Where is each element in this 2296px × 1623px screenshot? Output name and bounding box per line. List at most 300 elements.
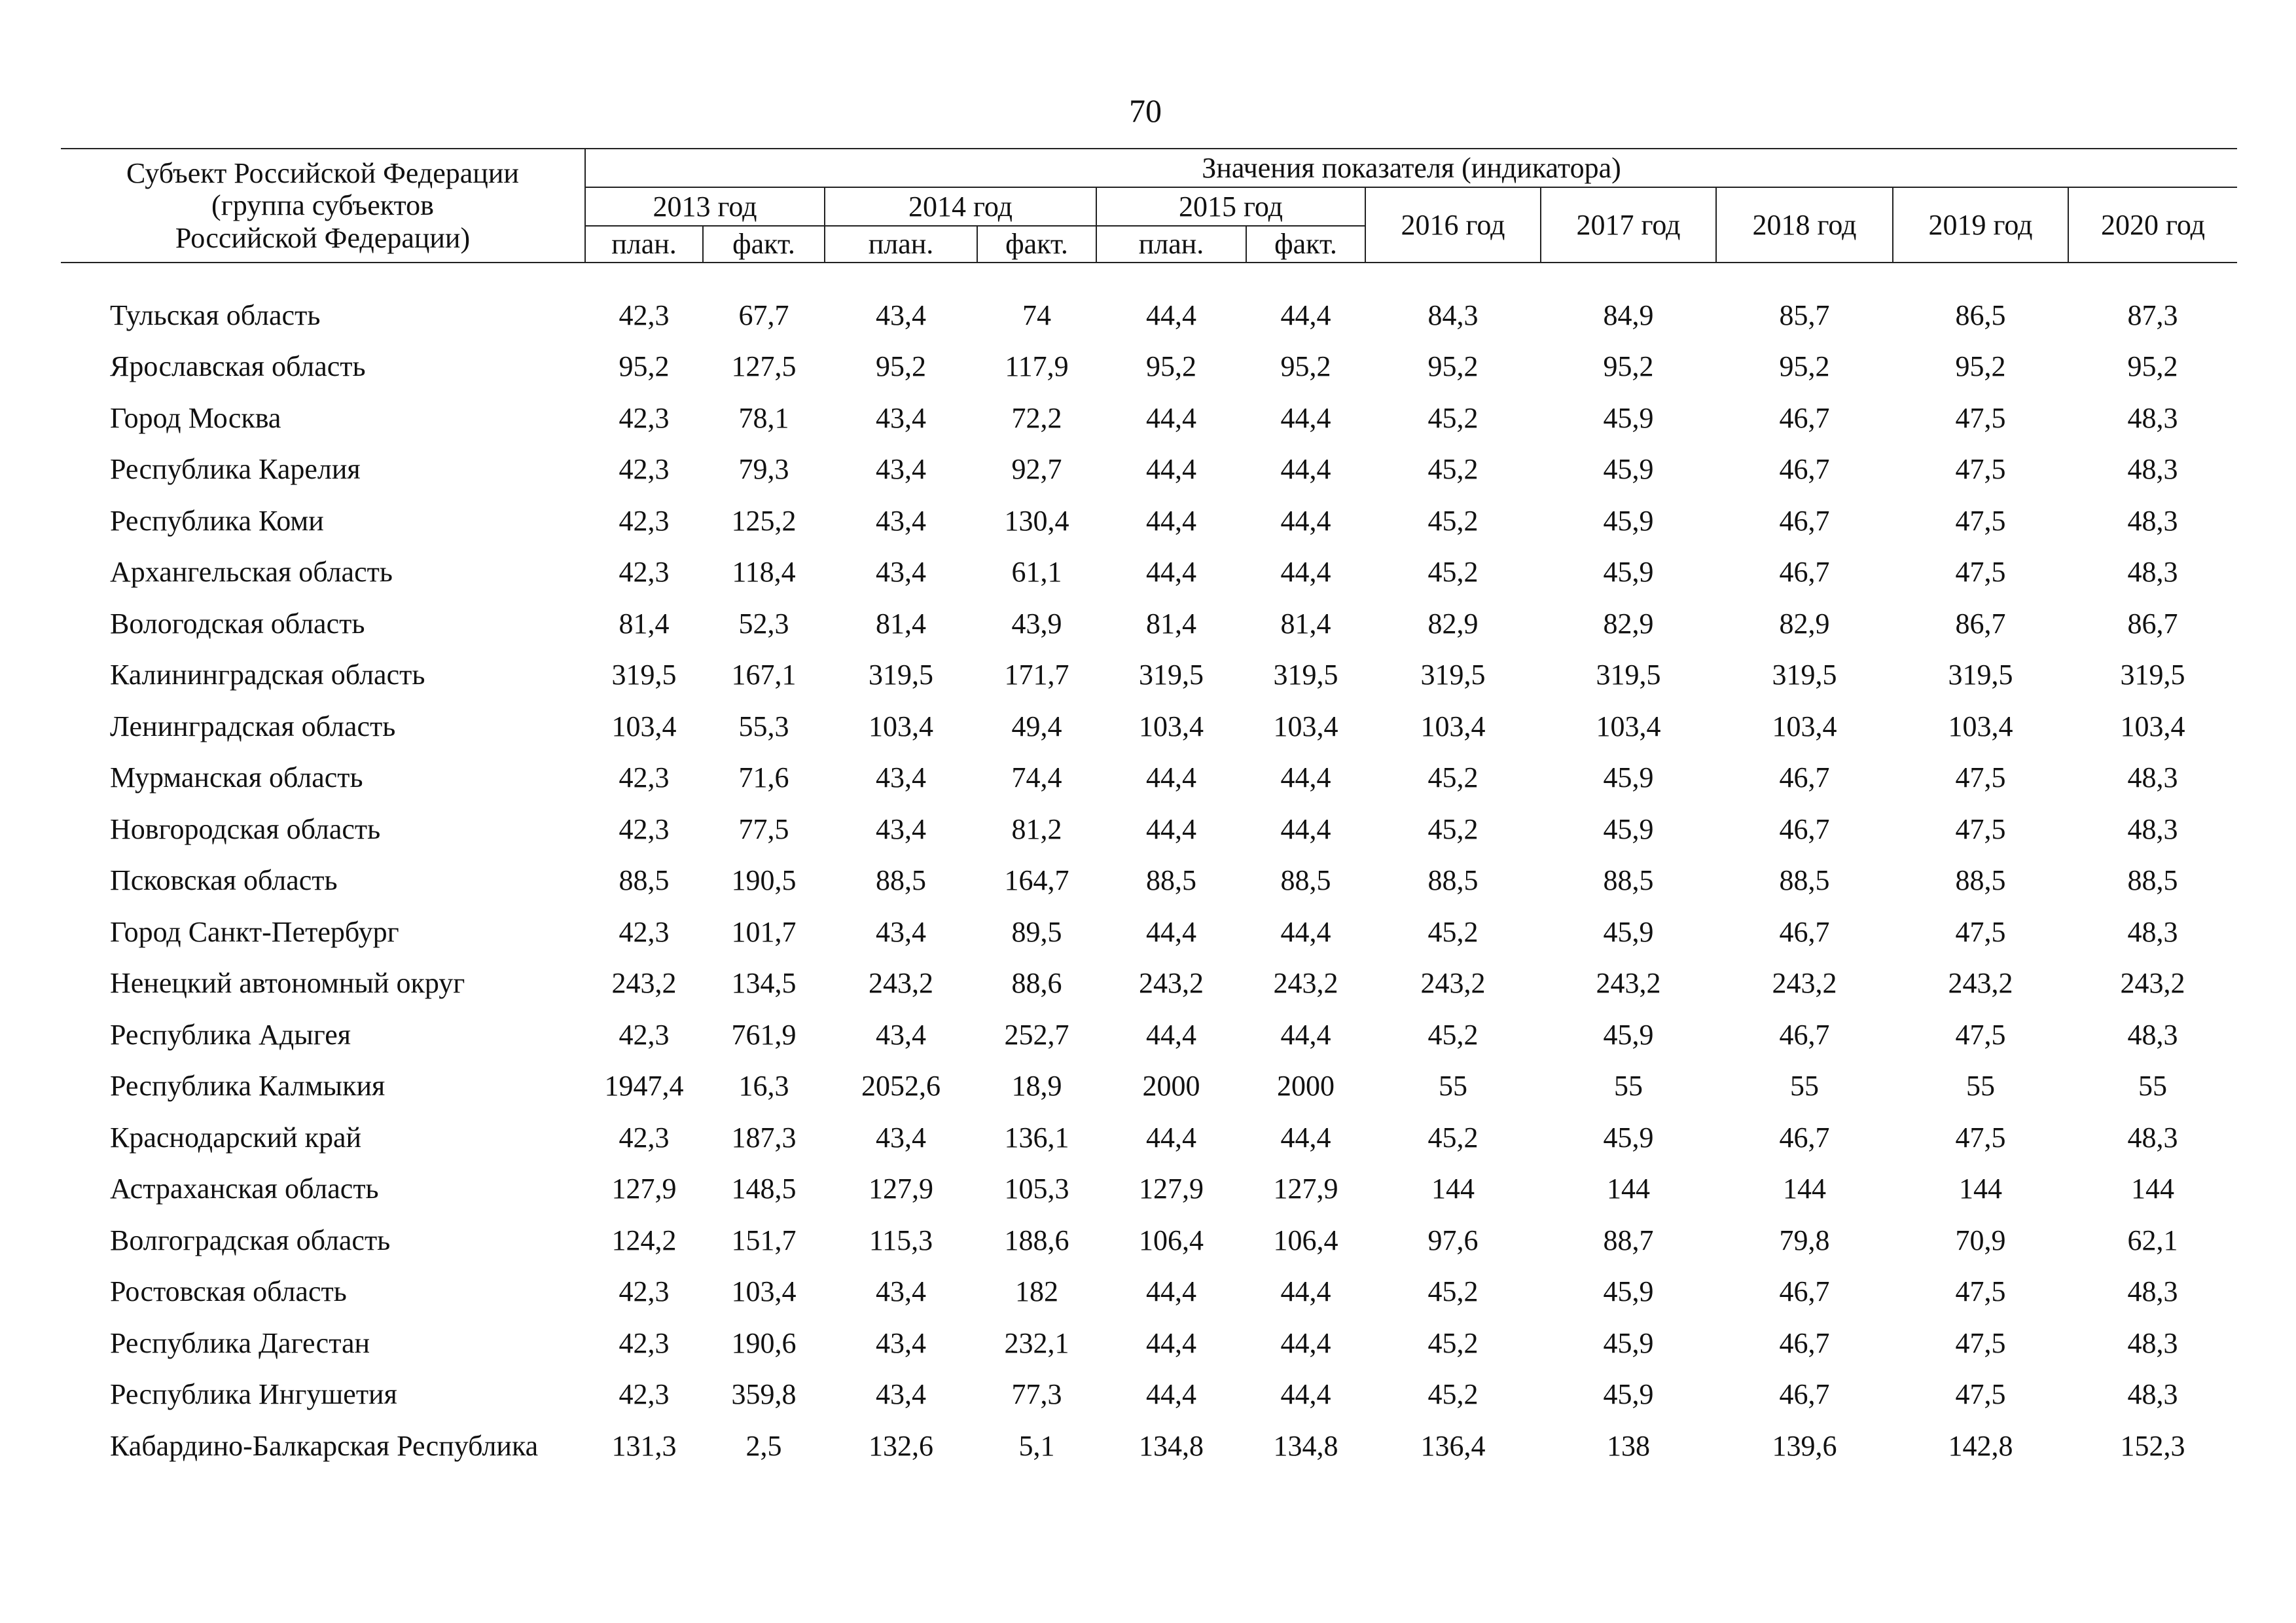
value-cell: 45,9 xyxy=(1603,1326,1654,1359)
value-cell: 74,4 xyxy=(1011,761,1062,794)
value-cell: 761,9 xyxy=(731,1018,797,1051)
region-name-cell: Ленинградская область xyxy=(110,710,396,742)
value-cell: 319,5 xyxy=(1772,659,1837,691)
table-row xyxy=(61,1214,2237,1266)
value-cell: 42,3 xyxy=(619,299,670,331)
value-cell: 84,9 xyxy=(1603,299,1654,331)
value-cell: 152,3 xyxy=(2120,1429,2185,1462)
value-cell: 42,3 xyxy=(619,812,670,845)
table-row xyxy=(61,1266,2237,1318)
value-cell: 95,2 xyxy=(1280,350,1331,383)
region-name-cell: Кабардино-Балкарская Республика xyxy=(110,1429,539,1462)
value-cell: 48,3 xyxy=(2127,401,2178,434)
value-cell: 43,4 xyxy=(876,915,926,948)
value-cell: 72,2 xyxy=(1011,401,1062,434)
value-cell: 47,5 xyxy=(1955,1378,2006,1411)
value-cell: 46,7 xyxy=(1779,761,1830,794)
value-cell: 88,5 xyxy=(1427,864,1479,897)
value-cell: 127,9 xyxy=(1139,1173,1204,1205)
value-cell: 45,9 xyxy=(1603,401,1654,434)
table-row xyxy=(61,649,2237,701)
region-name-cell: Город Москва xyxy=(110,401,281,434)
value-cell: 55 xyxy=(1614,1070,1643,1103)
value-cell: 319,5 xyxy=(869,659,933,691)
value-cell: 45,9 xyxy=(1603,556,1654,589)
value-cell: 43,4 xyxy=(876,401,926,434)
value-cell: 103,4 xyxy=(1772,710,1837,742)
value-cell: 43,9 xyxy=(1011,607,1062,640)
value-cell: 48,3 xyxy=(2127,556,2178,589)
region-name-cell: Архангельская область xyxy=(110,556,393,589)
plan-header-2013: план. xyxy=(585,226,703,263)
value-cell: 45,2 xyxy=(1427,812,1479,845)
value-cell: 45,9 xyxy=(1603,453,1654,486)
value-cell: 44,4 xyxy=(1280,915,1331,948)
region-name-cell: Город Санкт-Петербург xyxy=(110,915,399,948)
fact-header-2013: факт. xyxy=(703,226,825,263)
plan-header-2014: план. xyxy=(825,226,977,263)
value-cell: 92,7 xyxy=(1011,453,1062,486)
value-cell: 81,4 xyxy=(876,607,926,640)
value-cell: 55 xyxy=(1439,1070,1467,1103)
value-cell: 46,7 xyxy=(1779,556,1830,589)
region-name-cell: Ярославская область xyxy=(110,350,366,383)
region-name-cell: Мурманская область xyxy=(110,761,363,794)
value-cell: 61,1 xyxy=(1011,556,1062,589)
value-cell: 88,5 xyxy=(1779,864,1830,897)
value-cell: 82,9 xyxy=(1603,607,1654,640)
value-cell: 44,4 xyxy=(1146,453,1196,486)
value-cell: 44,4 xyxy=(1146,1018,1196,1051)
value-cell: 48,3 xyxy=(2127,915,2178,948)
table-row xyxy=(61,1112,2237,1163)
value-cell: 46,7 xyxy=(1779,915,1830,948)
value-cell: 45,2 xyxy=(1427,1121,1479,1154)
value-cell: 84,3 xyxy=(1427,299,1479,331)
value-cell: 43,4 xyxy=(876,556,926,589)
value-cell: 45,2 xyxy=(1427,761,1479,794)
table-row xyxy=(61,1369,2237,1421)
value-cell: 127,9 xyxy=(1273,1173,1338,1205)
table-row xyxy=(61,392,2237,444)
value-cell: 232,1 xyxy=(1004,1326,1069,1359)
table-row xyxy=(61,598,2237,649)
value-cell: 44,4 xyxy=(1280,504,1331,537)
region-name-cell: Астраханская область xyxy=(110,1173,379,1205)
value-cell: 164,7 xyxy=(1004,864,1069,897)
value-cell: 45,9 xyxy=(1603,1018,1654,1051)
value-cell: 131,3 xyxy=(611,1429,677,1462)
value-cell: 127,9 xyxy=(611,1173,677,1205)
value-cell: 52,3 xyxy=(738,607,789,640)
value-cell: 44,4 xyxy=(1280,453,1331,486)
value-cell: 44,4 xyxy=(1146,915,1196,948)
value-cell: 42,3 xyxy=(619,1018,670,1051)
value-cell: 47,5 xyxy=(1955,812,2006,845)
value-cell: 42,3 xyxy=(619,1326,670,1359)
value-cell: 81,4 xyxy=(1146,607,1196,640)
year-header-2017: 2017 год xyxy=(1541,187,1716,263)
value-cell: 124,2 xyxy=(611,1224,677,1256)
year-header-2018: 2018 год xyxy=(1716,187,1893,263)
value-cell: 45,9 xyxy=(1603,812,1654,845)
value-cell: 44,4 xyxy=(1280,401,1331,434)
table-row xyxy=(61,701,2237,752)
value-cell: 45,2 xyxy=(1427,1275,1479,1308)
value-cell: 46,7 xyxy=(1779,1121,1830,1154)
value-cell: 88,5 xyxy=(1146,864,1196,897)
value-cell: 47,5 xyxy=(1955,401,2006,434)
fact-header-2014: факт. xyxy=(977,226,1096,263)
value-cell: 134,8 xyxy=(1139,1429,1204,1462)
region-name-cell: Ростовская область xyxy=(110,1275,347,1308)
value-cell: 46,7 xyxy=(1779,504,1830,537)
value-cell: 125,2 xyxy=(731,504,797,537)
value-cell: 95,2 xyxy=(1146,350,1196,383)
value-cell: 16,3 xyxy=(738,1070,789,1103)
value-cell: 45,9 xyxy=(1603,1275,1654,1308)
value-cell: 43,4 xyxy=(876,453,926,486)
value-cell: 319,5 xyxy=(1139,659,1204,691)
value-cell: 45,2 xyxy=(1427,915,1479,948)
value-cell: 89,5 xyxy=(1011,915,1062,948)
year-header-2014: 2014 год xyxy=(825,187,1096,226)
value-cell: 188,6 xyxy=(1004,1224,1069,1256)
value-cell: 103,4 xyxy=(1948,710,2013,742)
value-cell: 42,3 xyxy=(619,504,670,537)
value-cell: 43,4 xyxy=(876,761,926,794)
value-cell: 2000 xyxy=(1142,1070,1200,1103)
value-cell: 47,5 xyxy=(1955,1018,2006,1051)
subject-header-line-2: (группа субъектов xyxy=(211,189,434,222)
value-cell: 106,4 xyxy=(1273,1224,1338,1256)
value-cell: 47,5 xyxy=(1955,453,2006,486)
value-cell: 48,3 xyxy=(2127,1326,2178,1359)
table-row xyxy=(61,495,2237,547)
value-cell: 47,5 xyxy=(1955,1275,2006,1308)
value-cell: 43,4 xyxy=(876,299,926,331)
value-cell: 138 xyxy=(1607,1429,1650,1462)
value-cell: 47,5 xyxy=(1955,1121,2006,1154)
table-row xyxy=(61,341,2237,393)
value-cell: 115,3 xyxy=(869,1224,933,1256)
value-cell: 44,4 xyxy=(1146,401,1196,434)
value-cell: 44,4 xyxy=(1280,556,1331,589)
value-cell: 44,4 xyxy=(1280,1378,1331,1411)
region-name-cell: Республика Карелия xyxy=(110,453,361,486)
table-row xyxy=(61,803,2237,855)
value-cell: 43,4 xyxy=(876,504,926,537)
value-cell: 103,4 xyxy=(2120,710,2185,742)
value-cell: 103,4 xyxy=(869,710,933,742)
value-cell: 43,4 xyxy=(876,1326,926,1359)
subject-header-line-1: Субъект Российской Федерации xyxy=(126,157,519,190)
value-cell: 48,3 xyxy=(2127,1378,2178,1411)
value-cell: 47,5 xyxy=(1955,556,2006,589)
value-cell: 101,7 xyxy=(731,915,797,948)
value-cell: 45,2 xyxy=(1427,1378,1479,1411)
value-cell: 42,3 xyxy=(619,1378,670,1411)
value-cell: 55 xyxy=(1790,1070,1819,1103)
value-cell: 139,6 xyxy=(1772,1429,1837,1462)
value-cell: 243,2 xyxy=(1273,967,1338,1000)
value-cell: 182 xyxy=(1015,1275,1058,1308)
table-row xyxy=(61,1420,2237,1472)
region-name-cell: Ненецкий автономный округ xyxy=(110,967,465,1000)
fact-header-2015: факт. xyxy=(1246,226,1365,263)
table-row xyxy=(61,855,2237,907)
value-cell: 88,5 xyxy=(619,864,670,897)
value-cell: 319,5 xyxy=(611,659,677,691)
value-cell: 43,4 xyxy=(876,812,926,845)
value-cell: 71,6 xyxy=(738,761,789,794)
value-cell: 88,6 xyxy=(1011,967,1062,1000)
value-cell: 44,4 xyxy=(1146,556,1196,589)
year-header-2015: 2015 год xyxy=(1096,187,1365,226)
value-cell: 48,3 xyxy=(2127,761,2178,794)
value-cell: 243,2 xyxy=(611,967,677,1000)
table-row xyxy=(61,958,2237,1010)
value-cell: 243,2 xyxy=(869,967,933,1000)
value-cell: 319,5 xyxy=(2120,659,2185,691)
table-body xyxy=(61,263,2237,1472)
value-cell: 44,4 xyxy=(1280,1018,1331,1051)
value-cell: 44,4 xyxy=(1280,299,1331,331)
value-cell: 44,4 xyxy=(1280,761,1331,794)
value-cell: 48,3 xyxy=(2127,1121,2178,1154)
value-cell: 45,2 xyxy=(1427,453,1479,486)
values-header: Значения показателя (индикатора) xyxy=(585,149,2237,187)
value-cell: 243,2 xyxy=(1772,967,1837,1000)
region-name-cell: Вологодская область xyxy=(110,607,365,640)
region-name-cell: Псковская область xyxy=(110,864,338,897)
table-header xyxy=(61,149,2237,263)
value-cell: 55 xyxy=(2138,1070,2168,1103)
year-header-2019: 2019 год xyxy=(1893,187,2068,263)
value-cell: 42,3 xyxy=(619,453,670,486)
value-cell: 48,3 xyxy=(2127,812,2178,845)
value-cell: 86,7 xyxy=(2127,607,2178,640)
value-cell: 45,9 xyxy=(1603,1378,1654,1411)
value-cell: 190,5 xyxy=(731,864,797,897)
value-cell: 49,4 xyxy=(1011,710,1062,742)
year-header-2013: 2013 год xyxy=(585,187,825,226)
value-cell: 88,7 xyxy=(1603,1224,1654,1256)
value-cell: 78,1 xyxy=(738,401,789,434)
value-cell: 243,2 xyxy=(1139,967,1204,1000)
region-name-cell: Республика Калмыкия xyxy=(110,1070,386,1103)
value-cell: 42,3 xyxy=(619,1275,670,1308)
value-cell: 44,4 xyxy=(1280,1326,1331,1359)
value-cell: 70,9 xyxy=(1955,1224,2006,1256)
value-cell: 127,5 xyxy=(731,350,797,383)
value-cell: 48,3 xyxy=(2127,1018,2178,1051)
value-cell: 43,4 xyxy=(876,1378,926,1411)
value-cell: 44,4 xyxy=(1280,812,1331,845)
value-cell: 45,9 xyxy=(1603,1121,1654,1154)
value-cell: 190,6 xyxy=(731,1326,797,1359)
value-cell: 46,7 xyxy=(1779,812,1830,845)
value-cell: 88,5 xyxy=(876,864,926,897)
value-cell: 62,1 xyxy=(2127,1224,2178,1256)
value-cell: 359,8 xyxy=(731,1378,797,1411)
value-cell: 144 xyxy=(1607,1173,1650,1205)
value-cell: 95,2 xyxy=(619,350,670,383)
value-cell: 2000 xyxy=(1277,1070,1335,1103)
value-cell: 44,4 xyxy=(1146,299,1196,331)
value-cell: 18,9 xyxy=(1011,1070,1062,1103)
value-cell: 87,3 xyxy=(2127,299,2178,331)
value-cell: 243,2 xyxy=(1420,967,1486,1000)
value-cell: 46,7 xyxy=(1779,1326,1830,1359)
value-cell: 48,3 xyxy=(2127,1275,2178,1308)
plan-header-2015: план. xyxy=(1096,226,1246,263)
value-cell: 319,5 xyxy=(1596,659,1661,691)
value-cell: 88,5 xyxy=(1280,864,1331,897)
value-cell: 47,5 xyxy=(1955,504,2006,537)
value-cell: 2,5 xyxy=(745,1429,782,1462)
table-row xyxy=(61,444,2237,496)
value-cell: 142,8 xyxy=(1948,1429,2013,1462)
value-cell: 77,3 xyxy=(1011,1378,1062,1411)
value-cell: 79,3 xyxy=(738,453,789,486)
value-cell: 42,3 xyxy=(619,401,670,434)
value-cell: 252,7 xyxy=(1004,1018,1069,1051)
region-name-cell: Республика Адыгея xyxy=(110,1018,351,1051)
value-cell: 55,3 xyxy=(738,710,789,742)
value-cell: 144 xyxy=(1783,1173,1826,1205)
region-name-cell: Волгоградская область xyxy=(110,1224,391,1256)
value-cell: 132,6 xyxy=(869,1429,933,1462)
value-cell: 86,5 xyxy=(1955,299,2006,331)
value-cell: 44,4 xyxy=(1146,1121,1196,1154)
value-cell: 45,2 xyxy=(1427,556,1479,589)
value-cell: 79,8 xyxy=(1779,1224,1830,1256)
value-cell: 88,5 xyxy=(1603,864,1654,897)
value-cell: 144 xyxy=(1431,1173,1475,1205)
value-cell: 171,7 xyxy=(1004,659,1069,691)
table-row xyxy=(61,1317,2237,1369)
value-cell: 187,3 xyxy=(731,1121,797,1154)
page-number: 70 xyxy=(1129,92,1162,129)
subject-column-header xyxy=(61,149,585,263)
value-cell: 319,5 xyxy=(1948,659,2013,691)
value-cell: 127,9 xyxy=(869,1173,933,1205)
value-cell: 47,5 xyxy=(1955,1326,2006,1359)
value-cell: 103,4 xyxy=(731,1275,797,1308)
value-cell: 106,4 xyxy=(1139,1224,1204,1256)
value-cell: 81,4 xyxy=(1280,607,1331,640)
value-cell: 88,5 xyxy=(1955,864,2006,897)
value-cell: 82,9 xyxy=(1427,607,1479,640)
value-cell: 45,9 xyxy=(1603,761,1654,794)
value-cell: 144 xyxy=(2131,1173,2175,1205)
value-cell: 55 xyxy=(1966,1070,1995,1103)
value-cell: 67,7 xyxy=(738,299,789,331)
value-cell: 1947,4 xyxy=(604,1070,684,1103)
year-header-2016: 2016 год xyxy=(1365,187,1541,263)
value-cell: 95,2 xyxy=(1955,350,2006,383)
region-name-cell: Краснодарский край xyxy=(110,1121,362,1154)
table-row xyxy=(61,906,2237,958)
value-cell: 44,4 xyxy=(1146,504,1196,537)
value-cell: 77,5 xyxy=(738,812,789,845)
region-name-cell: Новгородская область xyxy=(110,812,381,845)
subject-header-line-3: Российской Федерации) xyxy=(175,221,471,254)
value-cell: 103,4 xyxy=(1139,710,1204,742)
value-cell: 319,5 xyxy=(1273,659,1338,691)
indicator-table xyxy=(61,148,2237,1472)
value-cell: 44,4 xyxy=(1146,812,1196,845)
value-cell: 44,4 xyxy=(1146,1378,1196,1411)
value-cell: 82,9 xyxy=(1779,607,1830,640)
region-name-cell: Калининградская область xyxy=(110,659,425,691)
value-cell: 103,4 xyxy=(1596,710,1661,742)
region-name-cell: Республика Дагестан xyxy=(110,1326,370,1359)
table-row xyxy=(61,752,2237,804)
value-cell: 243,2 xyxy=(1948,967,2013,1000)
value-cell: 46,7 xyxy=(1779,453,1830,486)
value-cell: 45,9 xyxy=(1603,504,1654,537)
value-cell: 134,8 xyxy=(1273,1429,1338,1462)
value-cell: 46,7 xyxy=(1779,1378,1830,1411)
value-cell: 95,2 xyxy=(876,350,926,383)
region-name-cell: Республика Коми xyxy=(110,504,324,537)
value-cell: 95,2 xyxy=(2127,350,2178,383)
value-cell: 85,7 xyxy=(1779,299,1830,331)
value-cell: 95,2 xyxy=(1603,350,1654,383)
value-cell: 103,4 xyxy=(1273,710,1338,742)
value-cell: 45,2 xyxy=(1427,504,1479,537)
value-cell: 5,1 xyxy=(1018,1429,1055,1462)
value-cell: 48,3 xyxy=(2127,504,2178,537)
value-cell: 95,2 xyxy=(1779,350,1830,383)
value-cell: 46,7 xyxy=(1779,401,1830,434)
region-name-cell: Тульская область xyxy=(110,299,321,331)
value-cell: 45,9 xyxy=(1603,915,1654,948)
value-cell: 44,4 xyxy=(1146,761,1196,794)
value-cell: 151,7 xyxy=(731,1224,797,1256)
region-name-cell: Республика Ингушетия xyxy=(110,1378,397,1411)
table-row xyxy=(61,1061,2237,1112)
value-cell: 243,2 xyxy=(1596,967,1661,1000)
value-cell: 43,4 xyxy=(876,1275,926,1308)
value-cell: 148,5 xyxy=(731,1173,797,1205)
value-cell: 130,4 xyxy=(1004,504,1069,537)
value-cell: 42,3 xyxy=(619,556,670,589)
table-row xyxy=(61,289,2237,341)
value-cell: 81,2 xyxy=(1011,812,1062,845)
value-cell: 134,5 xyxy=(731,967,797,1000)
value-cell: 45,2 xyxy=(1427,1326,1479,1359)
value-cell: 42,3 xyxy=(619,761,670,794)
table-row xyxy=(61,547,2237,598)
value-cell: 48,3 xyxy=(2127,453,2178,486)
table-row xyxy=(61,1163,2237,1215)
value-cell: 45,2 xyxy=(1427,401,1479,434)
value-cell: 44,4 xyxy=(1280,1275,1331,1308)
value-cell: 319,5 xyxy=(1420,659,1486,691)
value-cell: 47,5 xyxy=(1955,915,2006,948)
value-cell: 144 xyxy=(1959,1173,2002,1205)
value-cell: 2052,6 xyxy=(861,1070,941,1103)
value-cell: 167,1 xyxy=(731,659,797,691)
value-cell: 103,4 xyxy=(1420,710,1486,742)
value-cell: 47,5 xyxy=(1955,761,2006,794)
value-cell: 86,7 xyxy=(1955,607,2006,640)
value-cell: 44,4 xyxy=(1146,1326,1196,1359)
value-cell: 42,3 xyxy=(619,1121,670,1154)
